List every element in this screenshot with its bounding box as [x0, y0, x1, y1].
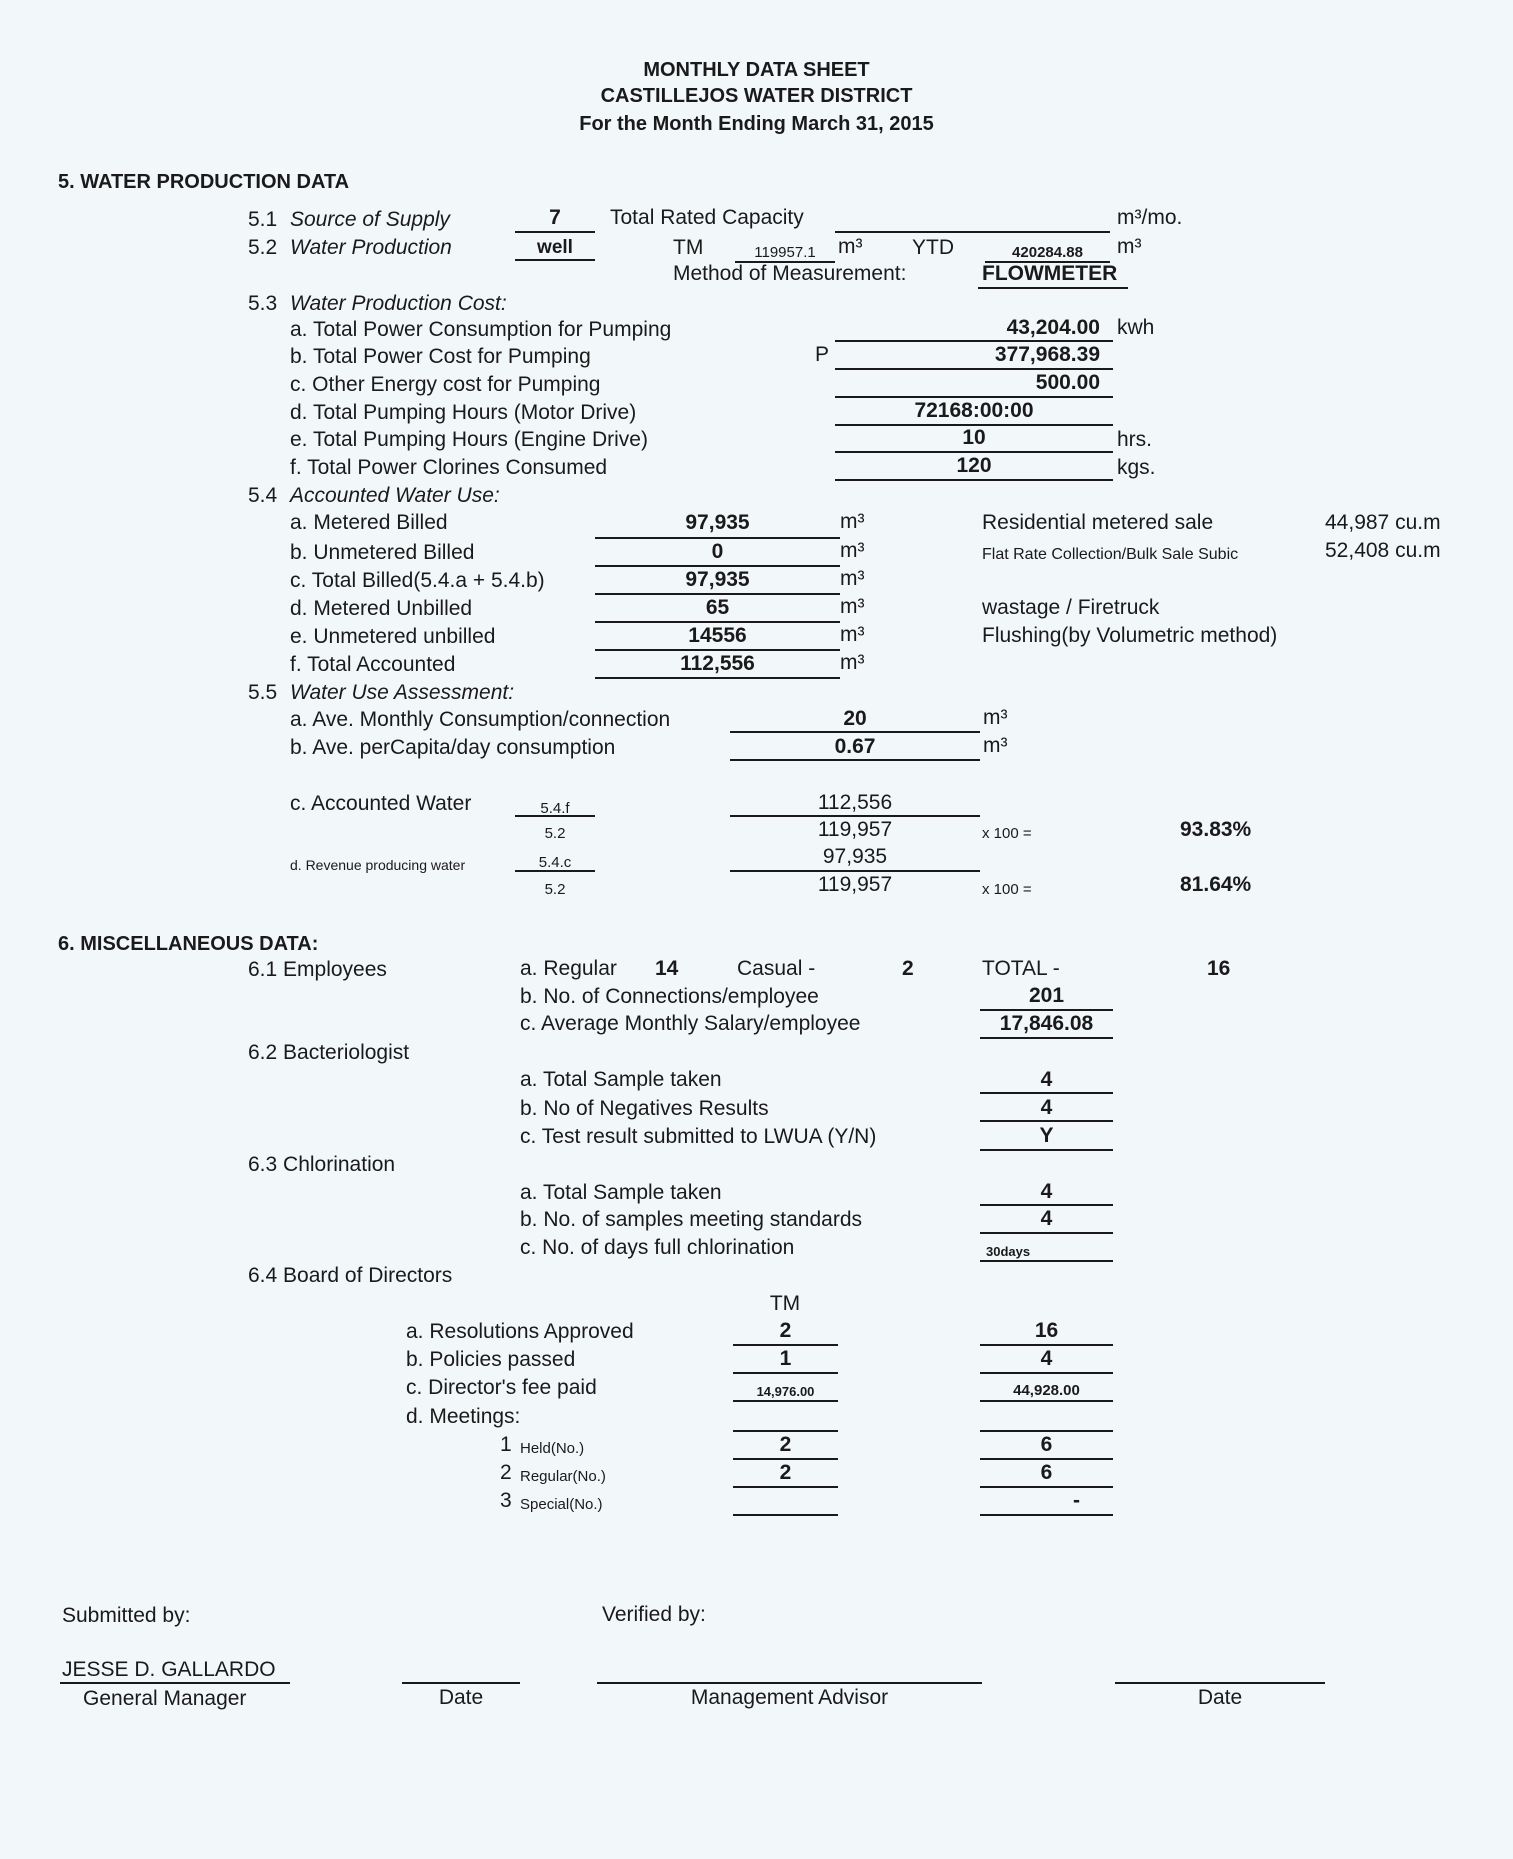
m3-unit: m³ — [840, 623, 865, 646]
flat-rate-value: 52,408 cu.m — [1325, 539, 1441, 562]
bac-sample-value: 4 — [1040, 1068, 1053, 1091]
signature-line — [60, 1682, 290, 1684]
method-label: Method of Measurement: — [673, 262, 907, 285]
accounted-denominator-ref: 5.2 — [544, 825, 566, 842]
underline — [733, 1458, 838, 1460]
clorines-label: f. Total Power Clorines Consumed — [290, 456, 608, 479]
date-label-1: Date — [438, 1686, 484, 1709]
signature-line — [597, 1682, 982, 1684]
held-number: 1 — [500, 1433, 512, 1456]
accounted-water-result: 93.83% — [1180, 818, 1252, 841]
regular-meeting-ytd: 6 — [1040, 1461, 1053, 1484]
fraction-bar — [515, 815, 595, 817]
engine-hours-label: e. Total Pumping Hours (Engine Drive) — [290, 428, 648, 451]
s52-number: 5.2 — [248, 236, 278, 259]
motor-hours-label: d. Total Pumping Hours (Motor Drive) — [290, 401, 637, 424]
signatory-name: JESSE D. GALLARDO — [62, 1658, 276, 1681]
method-value: FLOWMETER — [982, 262, 1118, 285]
underline — [595, 677, 840, 679]
s55-number: 5.5 — [248, 681, 278, 704]
metered-unbilled-label: d. Metered Unbilled — [290, 597, 473, 620]
power-consumption-label: a. Total Power Consumption for Pumping — [290, 318, 672, 341]
bac-negatives-value: 4 — [1040, 1096, 1053, 1119]
revenue-denominator-value: 119,957 — [817, 873, 893, 896]
underline — [733, 1400, 838, 1402]
chl-sample-value: 4 — [1040, 1180, 1053, 1203]
bac-negatives-label: b. No of Negatives Results — [520, 1097, 769, 1120]
accounted-denominator-value: 119,957 — [817, 818, 893, 841]
clorines-unit: kgs. — [1117, 456, 1156, 479]
ave-monthly-label: a. Ave. Monthly Consumption/connection — [290, 708, 671, 731]
total-billed-label: c. Total Billed(5.4.a + 5.4.b) — [290, 569, 545, 592]
engine-hours-unit: hrs. — [1117, 428, 1153, 451]
underline — [980, 1009, 1113, 1011]
underline — [980, 1400, 1113, 1402]
casual-label: Casual - — [737, 957, 816, 980]
ytd-label: YTD — [912, 236, 954, 259]
underline — [733, 1372, 838, 1374]
revenue-multiplier: x 100 = — [982, 881, 1032, 898]
fraction-bar — [730, 870, 980, 872]
s54-number: 5.4 — [248, 484, 278, 507]
held-ytd: 6 — [1040, 1433, 1053, 1456]
accounted-water-ratio-label: c. Accounted Water — [290, 792, 472, 815]
chl-sample-label: a. Total Sample taken — [520, 1181, 722, 1204]
total-label: TOTAL - — [982, 957, 1060, 980]
chl-days-value: 30days — [986, 1244, 1031, 1259]
underline — [980, 1344, 1113, 1346]
section-5-title: 5. WATER PRODUCTION DATA — [58, 171, 350, 193]
unmetered-unbilled-label: e. Unmetered unbilled — [290, 625, 496, 648]
period-line: For the Month Ending March 31, 2015 — [579, 113, 934, 135]
special-meeting-label: Special(No.) — [520, 1496, 603, 1513]
clorines-value: 120 — [956, 454, 992, 477]
underline — [733, 1344, 838, 1346]
lwua-label: c. Test result submitted to LWUA (Y/N) — [520, 1125, 877, 1148]
m3-unit: m³ — [983, 706, 1008, 729]
underline — [980, 1232, 1113, 1234]
underline — [980, 1092, 1113, 1094]
underline — [835, 231, 1110, 233]
other-energy-label: c. Other Energy cost for Pumping — [290, 373, 601, 396]
underline — [980, 1120, 1113, 1122]
connections-value: 201 — [1028, 984, 1065, 1007]
water-production-label: Water Production — [290, 236, 452, 259]
underline — [515, 231, 595, 233]
bac-sample-label: a. Total Sample taken — [520, 1068, 722, 1091]
s51-number: 5.1 — [248, 208, 278, 231]
policies-ytd: 4 — [1040, 1347, 1053, 1370]
sheet-title: MONTHLY DATA SHEET — [643, 59, 870, 81]
underline — [980, 1486, 1113, 1488]
resolutions-ytd: 16 — [1034, 1319, 1059, 1342]
underline — [980, 1430, 1113, 1432]
underline — [595, 565, 840, 567]
underline — [835, 340, 1113, 342]
fraction-bar — [515, 870, 595, 872]
held-label: Held(No.) — [520, 1440, 585, 1457]
wastage-note: wastage / Firetruck — [982, 596, 1160, 619]
connections-label: b. No. of Connections/employee — [520, 985, 819, 1008]
revenue-water-result: 81.64% — [1180, 873, 1252, 896]
total-accounted-value: 112,556 — [680, 652, 755, 675]
production-cost-label: Water Production Cost: — [290, 292, 507, 315]
resolutions-label: a. Resolutions Approved — [406, 1320, 634, 1343]
peso-sign: P — [815, 343, 830, 366]
revenue-numerator-value: 97,935 — [822, 845, 888, 868]
accounted-multiplier: x 100 = — [982, 825, 1032, 842]
meetings-label: d. Meetings: — [406, 1405, 521, 1428]
flushing-note: Flushing(by Volumetric method) — [982, 624, 1278, 647]
flat-rate-label: Flat Rate Collection/Bulk Sale Subic — [982, 546, 1239, 563]
tm-column-header: TM — [769, 1292, 801, 1315]
capacity-unit: m³/mo. — [1117, 206, 1183, 229]
underline — [835, 368, 1113, 370]
tm-unit: m³ — [838, 235, 863, 258]
underline — [595, 537, 840, 539]
power-cost-label: b. Total Power Cost for Pumping — [290, 345, 591, 368]
management-advisor-label: Management Advisor — [690, 1686, 889, 1709]
directors-fee-tm: 14,976.00 — [756, 1384, 815, 1399]
underline — [595, 621, 840, 623]
residential-sale-value: 44,987 cu.m — [1325, 511, 1441, 534]
district-name: CASTILLEJOS WATER DISTRICT — [600, 85, 913, 107]
underline — [733, 1514, 838, 1516]
verified-by-label: Verified by: — [602, 1603, 706, 1626]
m3-unit: m³ — [840, 651, 865, 674]
power-consumption-value: 43,204.00 — [1006, 316, 1100, 339]
ytd-value: 420284.88 — [1012, 244, 1083, 261]
ave-monthly-value: 20 — [843, 707, 867, 730]
signature-line — [1115, 1682, 1325, 1684]
lwua-value: Y — [1039, 1124, 1054, 1147]
per-capita-label: b. Ave. perCapita/day consumption — [290, 736, 616, 759]
unmetered-billed-value: 0 — [711, 540, 724, 563]
revenue-water-label: d. Revenue producing water — [290, 857, 466, 873]
metered-billed-value: 97,935 — [685, 511, 750, 534]
source-of-supply-value: 7 — [549, 206, 561, 229]
total-billed-value: 97,935 — [685, 568, 750, 591]
revenue-denominator-ref: 5.2 — [544, 881, 566, 898]
submitted-by-label: Submitted by: — [62, 1604, 191, 1627]
metered-unbilled-value: 65 — [705, 596, 730, 619]
m3-unit: m³ — [840, 567, 865, 590]
section-6-title: 6. MISCELLANEOUS DATA: — [58, 933, 319, 955]
water-production-value: well — [537, 237, 573, 258]
other-energy-value: 500.00 — [1035, 371, 1100, 394]
regular-label: a. Regular — [520, 957, 617, 980]
salary-value: 17,846.08 — [999, 1012, 1094, 1035]
special-meeting-ytd: - — [1073, 1489, 1080, 1512]
chl-standards-value: 4 — [1040, 1207, 1053, 1230]
underline — [730, 759, 980, 761]
underline — [980, 1037, 1113, 1039]
engine-hours-value: 10 — [962, 426, 986, 449]
underline — [733, 1486, 838, 1488]
underline — [978, 287, 1128, 289]
capacity-label: Total Rated Capacity — [610, 206, 804, 229]
underline — [980, 1204, 1113, 1206]
signatory-position: General Manager — [83, 1687, 247, 1710]
accounted-water-label: Accounted Water Use: — [290, 484, 500, 507]
directors-fee-label: c. Director's fee paid — [406, 1376, 597, 1399]
policies-tm: 1 — [779, 1347, 792, 1370]
resolutions-tm: 2 — [779, 1319, 792, 1342]
revenue-numerator-ref: 5.4.c — [538, 854, 572, 871]
chl-days-label: c. No. of days full chlorination — [520, 1236, 795, 1259]
chlorination-label: 6.3 Chlorination — [248, 1153, 396, 1176]
regular-value: 14 — [655, 957, 679, 980]
date-label-2: Date — [1197, 1686, 1243, 1709]
accounted-numerator-ref: 5.4.f — [540, 800, 570, 817]
underline — [515, 259, 595, 261]
board-label: 6.4 Board of Directors — [248, 1264, 453, 1287]
motor-hours-value: 72168:00:00 — [914, 399, 1034, 422]
underline — [595, 593, 840, 595]
underline — [835, 396, 1113, 398]
source-of-supply-label: Source of Supply — [290, 208, 450, 231]
water-use-assessment-label: Water Use Assessment: — [290, 681, 515, 704]
casual-value: 2 — [902, 957, 914, 980]
signature-line — [402, 1682, 520, 1684]
m3-unit: m³ — [840, 539, 865, 562]
underline — [835, 451, 1113, 453]
m3-unit: m³ — [840, 510, 865, 533]
underline — [980, 1149, 1113, 1151]
special-meeting-number: 3 — [500, 1489, 512, 1512]
accounted-numerator-value: 112,556 — [817, 791, 893, 814]
m3-unit: m³ — [840, 595, 865, 618]
underline — [980, 1372, 1113, 1374]
held-tm: 2 — [779, 1433, 792, 1456]
underline — [730, 731, 980, 733]
underline — [980, 1458, 1113, 1460]
underline — [980, 1260, 1113, 1262]
unmetered-unbilled-value: 14556 — [688, 624, 747, 647]
regular-meeting-number: 2 — [500, 1461, 512, 1484]
underline — [980, 1514, 1113, 1516]
power-cost-value: 377,968.39 — [994, 343, 1100, 366]
policies-label: b. Policies passed — [406, 1348, 576, 1371]
s53-number: 5.3 — [248, 292, 278, 315]
underline — [835, 479, 1113, 481]
directors-fee-ytd: 44,928.00 — [1013, 1382, 1080, 1399]
underline — [733, 1430, 838, 1432]
residential-sale-label: Residential metered sale — [982, 511, 1214, 534]
bacteriologist-label: 6.2 Bacteriologist — [248, 1041, 410, 1064]
salary-label: c. Average Monthly Salary/employee — [520, 1012, 861, 1035]
unmetered-billed-label: b. Unmetered Billed — [290, 541, 475, 564]
employees-label: 6.1 Employees — [248, 958, 387, 981]
underline — [595, 649, 840, 651]
fraction-bar — [730, 815, 980, 817]
total-value: 16 — [1207, 957, 1231, 980]
power-consumption-unit: kwh — [1117, 316, 1155, 339]
chl-standards-label: b. No. of samples meeting standards — [520, 1208, 863, 1231]
ytd-unit: m³ — [1117, 235, 1142, 258]
tm-value: 119957.1 — [754, 244, 816, 261]
m3-unit: m³ — [983, 734, 1008, 757]
tm-label: TM — [673, 236, 704, 259]
metered-billed-label: a. Metered Billed — [290, 511, 448, 534]
total-accounted-label: f. Total Accounted — [290, 653, 456, 676]
regular-meeting-tm: 2 — [779, 1461, 792, 1484]
per-capita-value: 0.67 — [834, 735, 876, 758]
regular-meeting-label: Regular(No.) — [520, 1468, 606, 1485]
